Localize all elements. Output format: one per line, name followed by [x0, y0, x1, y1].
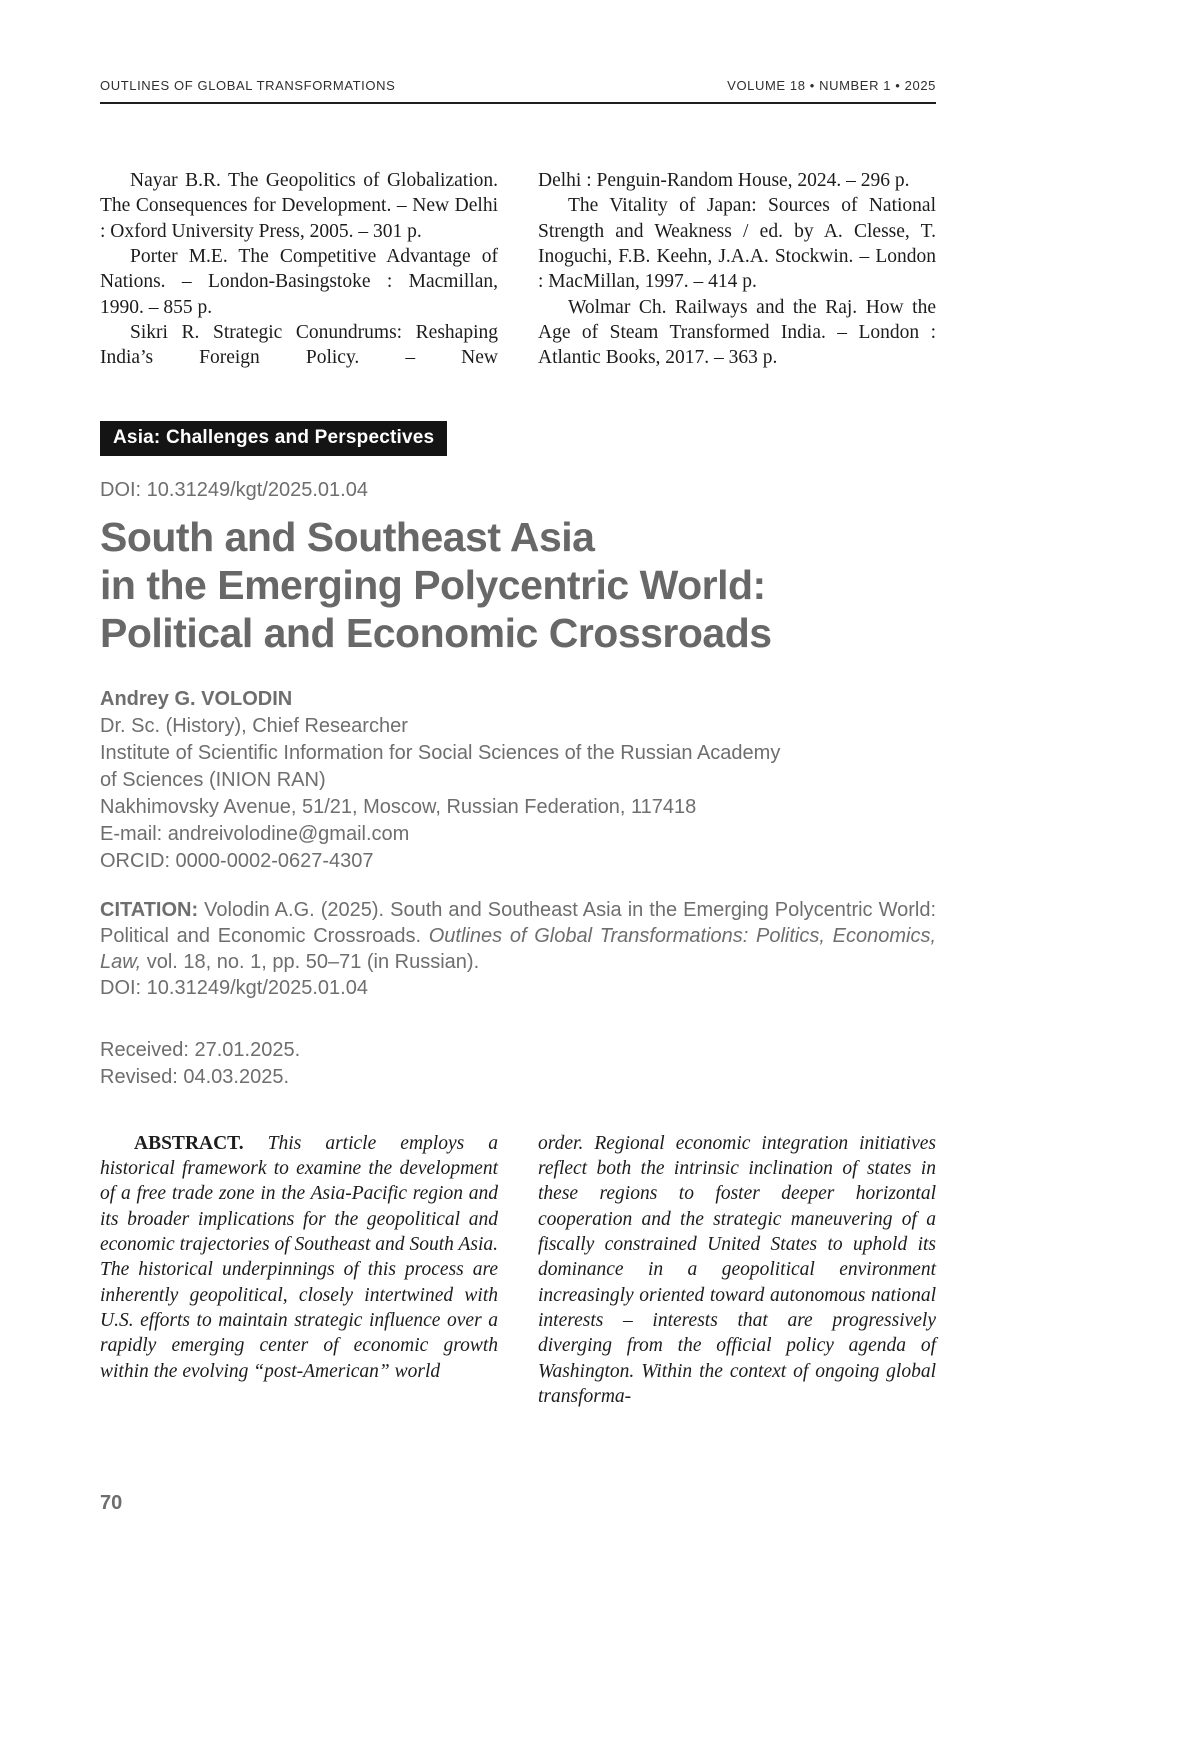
reference-item-continuation: Delhi : Penguin-Random House, 2024. – 296 p.: [538, 170, 910, 191]
citation-label: CITATION:: [100, 898, 199, 921]
references-right-column: [538, 168, 936, 371]
article-title-line: South and Southeast Asia: [100, 513, 595, 560]
abstract-section: [100, 1131, 936, 1410]
received-date: Received: 27.01.2025.: [100, 1038, 301, 1061]
abstract-label: ABSTRACT.: [134, 1132, 244, 1154]
article-title-line: Political and Economic Crossroads: [100, 609, 772, 656]
abstract-text-left: This article employs a historical framework to examine the development of a free trade zone in the Asia-Pacific region and its broader implications for the geopolitical and economic trajectories of Southeast and South Asia. The historical underpinnings of this process are inherently geopolitical, closely intertwined with U.S. efforts to maintain strategic influence over a rapidly emerging center of economic growth within the evolving “post-American” world: [100, 1132, 498, 1382]
reference-item: The Vitality of Japan: Sources of National Strength and Weakness / ed. by A. Clesse, T. Inoguchi, F.B. Keehn, J.A.A. Stockwin. – London : MacMillan, 1997. – 414 p.: [538, 195, 936, 293]
author-degree: Dr. Sc. (History), Chief Researcher: [100, 714, 408, 737]
page-content: [100, 0, 936, 1409]
running-head-issue: VOLUME 18 • NUMBER 1 • 2025: [727, 78, 936, 93]
running-head: [100, 0, 936, 93]
revised-date: Revised: 04.03.2025.: [100, 1065, 290, 1088]
article-doi: DOI: 10.31249/kgt/2025.01.04: [100, 478, 368, 501]
header-rule: [100, 102, 936, 104]
author-block: [100, 686, 936, 875]
citation-journal-title: Outlines of Global Transformations: Politics, Economics, Law,: [100, 924, 936, 973]
citation-block: [100, 897, 936, 1001]
article-title-line: in the Emerging Polycentric World:: [100, 561, 766, 608]
abstract-paragraph: [100, 1131, 498, 1384]
citation-doi: DOI: 10.31249/kgt/2025.01.04: [100, 976, 368, 999]
section-label: Asia: Challenges and Perspectives: [100, 421, 447, 456]
author-affiliation: Institute of Scientific Information for Social Sciences of the Russian Academy: [100, 741, 781, 764]
author-orcid: ORCID: 0000-0002-0627-4307: [100, 849, 374, 872]
citation-text: vol. 18, no. 1, pp. 50–71 (in Russian).: [141, 950, 480, 973]
reference-item: Porter M.E. The Competitive Advantage of Nations. – London-Basingstoke : Macmillan, 1990. – 855 p.: [100, 246, 498, 318]
references-section: [100, 168, 936, 371]
author-address: Nakhimovsky Avenue, 51/21, Moscow, Russian Federation, 117418: [100, 795, 697, 818]
abstract-text-right: order. Regional economic integration initiatives reflect both the intrinsic inclination of states in these regions to foster deeper horizontal cooperation and the strategic maneuvering of a fiscally constrained United States to uphold its dominance in a geopolitical environment increasingly oriented toward autonomous national interests – interests that are progressively diverging from the official policy agenda of Washington. Within the context of ongoing global transforma-: [538, 1132, 936, 1408]
abstract-right-column: [538, 1131, 936, 1410]
page-number: 70: [100, 1492, 123, 1514]
article-title: [100, 514, 936, 658]
author-email: E-mail: andreivolodine@gmail.com: [100, 822, 410, 845]
reference-item: Wolmar Ch. Railways and the Raj. How the Age of Steam Transformed India. – London : Atlantic Books, 2017. – 363 p.: [538, 296, 936, 369]
reference-item: Sikri R. Strategic Conundrums: Reshaping India’s Foreign Policy. – New: [100, 322, 498, 369]
article-dates: [100, 1037, 936, 1091]
author-name: Andrey G. VOLODIN: [100, 687, 293, 710]
citation-text: Volodin A.G. (2025). South and Southeast Asia in the Emerging Polycentric World: Political and Economic Crossroads.: [100, 898, 936, 947]
references-left-column: [100, 168, 498, 371]
author-affiliation: of Sciences (INION RAN): [100, 768, 326, 791]
running-head-journal: OUTLINES OF GLOBAL TRANSFORMATIONS: [100, 78, 396, 93]
abstract-left-column: [100, 1131, 498, 1410]
reference-item: Nayar B.R. The Geopolitics of Globalization. The Consequences for Development. – New Delhi : Oxford University Press, 2005. – 301 p.: [100, 170, 498, 242]
